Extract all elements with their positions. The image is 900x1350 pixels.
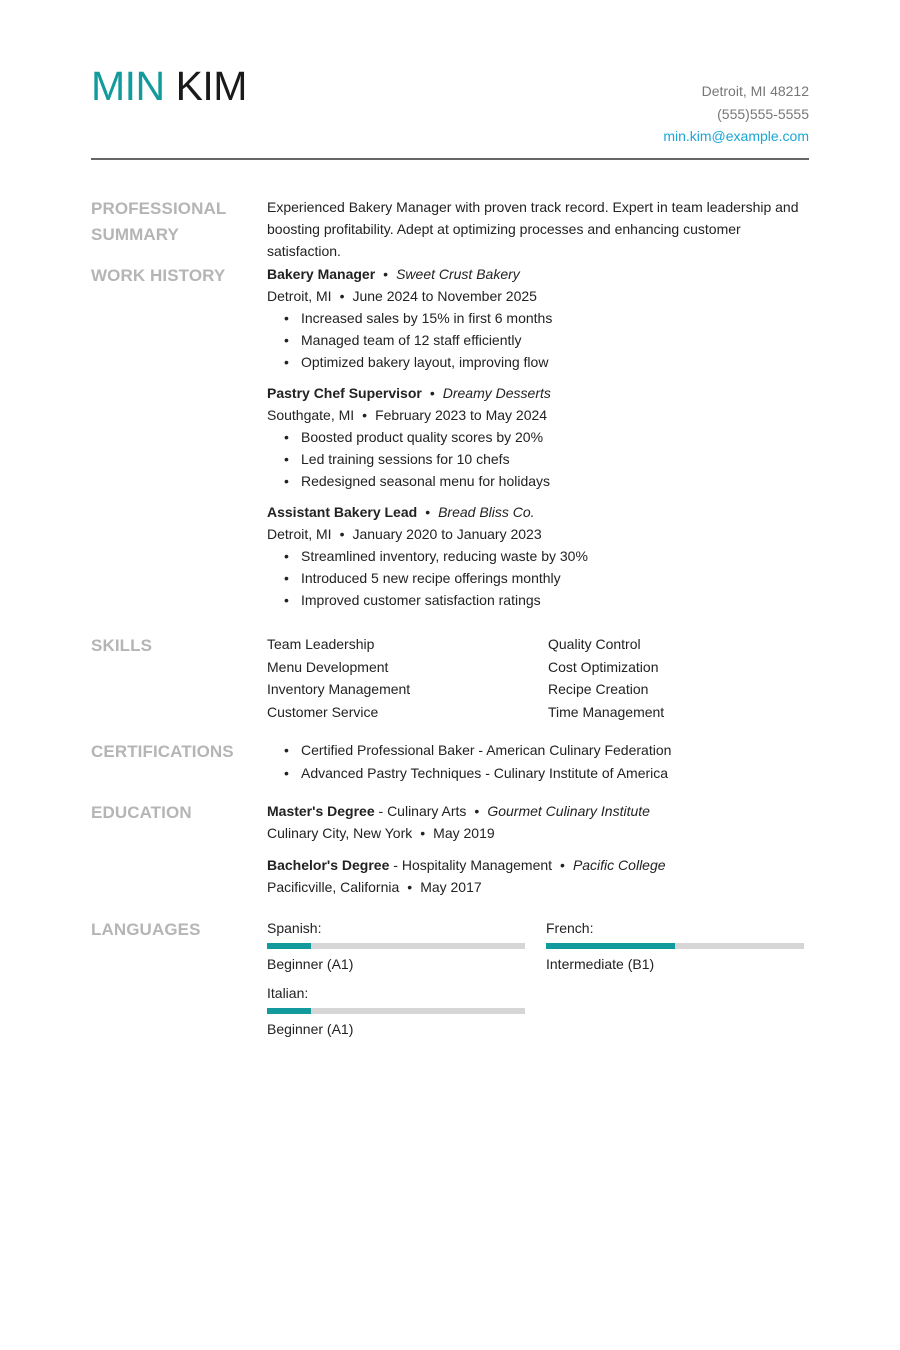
- school: Pacific College: [572, 857, 666, 873]
- separator-dot: •: [339, 526, 345, 542]
- job-bullet: • Improved customer satisfaction ratings: [284, 589, 809, 611]
- resume-header: [91, 60, 809, 160]
- separator-dot: •: [420, 825, 426, 841]
- job-heading: [267, 263, 809, 285]
- language-name: Italian:: [267, 985, 309, 1001]
- email-link[interactable]: min.kim@example.com: [663, 128, 809, 144]
- job-entry: [267, 263, 809, 373]
- skill-item: Time Management: [548, 703, 665, 720]
- job-dates: June 2024 to November 2025: [352, 288, 537, 304]
- summary-label-line2: SUMMARY: [91, 225, 179, 244]
- job-entry: [267, 382, 809, 492]
- languages-list: [267, 917, 809, 1047]
- education-label: EDUCATION: [91, 803, 192, 822]
- proficiency-fill: [546, 943, 675, 949]
- skills-label: SKILLS: [91, 636, 153, 655]
- contact-info: [663, 80, 809, 148]
- work-history-list: [267, 263, 809, 620]
- education-heading: Master's Degree - Culinary Arts • Gourmet Culinary Institute: [267, 803, 650, 819]
- language-level: Intermediate (B1): [546, 956, 655, 972]
- job-bullet: • Boosted product quality scores by 20%: [284, 426, 809, 448]
- education-entry: [267, 800, 809, 844]
- job-location: Detroit, MI: [267, 288, 332, 304]
- job-bullet: • Led training sessions for 10 chefs: [284, 448, 809, 470]
- skill-item: Recipe Creation: [548, 681, 649, 697]
- language-name: French:: [546, 920, 594, 936]
- language-item: [267, 982, 525, 1040]
- proficiency-bar: [267, 1008, 525, 1014]
- school: Gourmet Culinary Institute: [487, 803, 650, 819]
- education-entry: [267, 854, 809, 898]
- certification-item: • Certified Professional Baker - American Culinary Federation: [284, 739, 809, 762]
- graduation-date: May 2019: [433, 825, 495, 841]
- separator-dot: •: [425, 504, 431, 520]
- certifications-label: CERTIFICATIONS: [91, 742, 234, 761]
- separator-dot: •: [383, 266, 389, 282]
- certification-item: • Advanced Pastry Techniques - Culinary Institute of America: [284, 762, 809, 785]
- proficiency-bar: [267, 943, 525, 949]
- certification-bullets: [267, 739, 809, 785]
- job-bullets: [267, 307, 809, 373]
- certifications-list: [267, 739, 809, 785]
- separator-dot: •: [474, 803, 480, 819]
- phone: (555)555-5555: [717, 105, 809, 122]
- field-of-study: Culinary Arts: [387, 803, 467, 819]
- skill-item: Menu Development: [267, 658, 389, 675]
- job-entry: [267, 501, 809, 611]
- address: Detroit, MI 48212: [701, 83, 809, 99]
- work-history-label: WORK HISTORY: [91, 266, 226, 285]
- job-bullet: • Redesigned seasonal menu for holidays: [284, 470, 809, 492]
- language-item: [546, 917, 804, 975]
- school-location: Culinary City, New York: [267, 825, 413, 841]
- skill-item: Cost Optimization: [548, 658, 659, 675]
- languages-label: LANGUAGES: [91, 920, 201, 939]
- job-title: Bakery Manager: [267, 266, 376, 282]
- separator-dot: •: [362, 407, 368, 423]
- job-company: Dreamy Desserts: [442, 385, 551, 401]
- job-heading: [267, 382, 809, 404]
- separator-dot: •: [560, 857, 565, 873]
- degree: Bachelor's Degree: [267, 857, 390, 873]
- job-title: Pastry Chef Supervisor: [267, 385, 422, 401]
- candidate-name: [91, 62, 247, 110]
- proficiency-fill: [267, 943, 311, 949]
- skill-item: Quality Control: [548, 636, 641, 652]
- skill-item: Inventory Management: [267, 681, 411, 697]
- skill-item: Customer Service: [267, 703, 379, 720]
- proficiency-fill: [267, 1008, 311, 1014]
- summary-label-line1: PROFESSIONAL: [91, 199, 227, 218]
- graduation-date: May 2017: [420, 879, 482, 895]
- languages-grid: [267, 917, 809, 1047]
- education-list: [267, 800, 809, 908]
- job-meta: [267, 523, 809, 545]
- skill-item: Team Leadership: [267, 636, 375, 652]
- job-meta: [267, 285, 809, 307]
- degree: Master's Degree: [267, 803, 375, 819]
- education-heading: Bachelor's Degree - Hospitality Management • Pacific College: [267, 857, 666, 873]
- proficiency-bar: [546, 943, 804, 949]
- job-dates: January 2020 to January 2023: [352, 526, 542, 542]
- field-of-study: Hospitality Management: [401, 857, 553, 873]
- job-bullet: • Increased sales by 15% in first 6 months: [284, 307, 809, 329]
- job-bullets: [267, 545, 809, 611]
- job-heading: [267, 501, 809, 523]
- job-title: Assistant Bakery Lead: [267, 504, 418, 520]
- job-meta: [267, 404, 809, 426]
- education-meta: [267, 876, 809, 898]
- summary-text: Experienced Bakery Manager with proven track record. Expert in team leadership and boosting profitability. Adept at optimizing processes and enhancing customer satisfaction.: [267, 199, 799, 259]
- job-company: Bread Bliss Co.: [438, 504, 535, 520]
- language-level: Beginner (A1): [267, 956, 354, 972]
- language-item: [267, 917, 525, 975]
- language-name: Spanish:: [267, 920, 322, 936]
- job-location: Detroit, MI: [267, 526, 332, 542]
- skills-grid: [267, 633, 809, 723]
- separator-dot: •: [339, 288, 345, 304]
- first-name: MIN: [91, 63, 165, 109]
- job-bullet: • Managed team of 12 staff efficiently: [284, 329, 809, 351]
- separator-dot: •: [407, 879, 413, 895]
- job-bullet: • Streamlined inventory, reducing waste by 30%: [284, 545, 809, 567]
- job-company: Sweet Crust Bakery: [396, 266, 520, 282]
- job-dates: February 2023 to May 2024: [375, 407, 548, 423]
- job-bullets: [267, 426, 809, 492]
- job-location: Southgate, MI: [267, 407, 355, 423]
- school-location: Pacificville, California: [267, 879, 400, 895]
- job-bullet: • Introduced 5 new recipe offerings monthly: [284, 567, 809, 589]
- summary-label: [91, 196, 251, 248]
- separator-dot: •: [429, 385, 435, 401]
- last-name: KIM: [175, 63, 247, 109]
- job-bullet: • Optimized bakery layout, improving flow: [284, 351, 809, 373]
- language-level: Beginner (A1): [267, 1021, 354, 1037]
- education-meta: [267, 822, 809, 844]
